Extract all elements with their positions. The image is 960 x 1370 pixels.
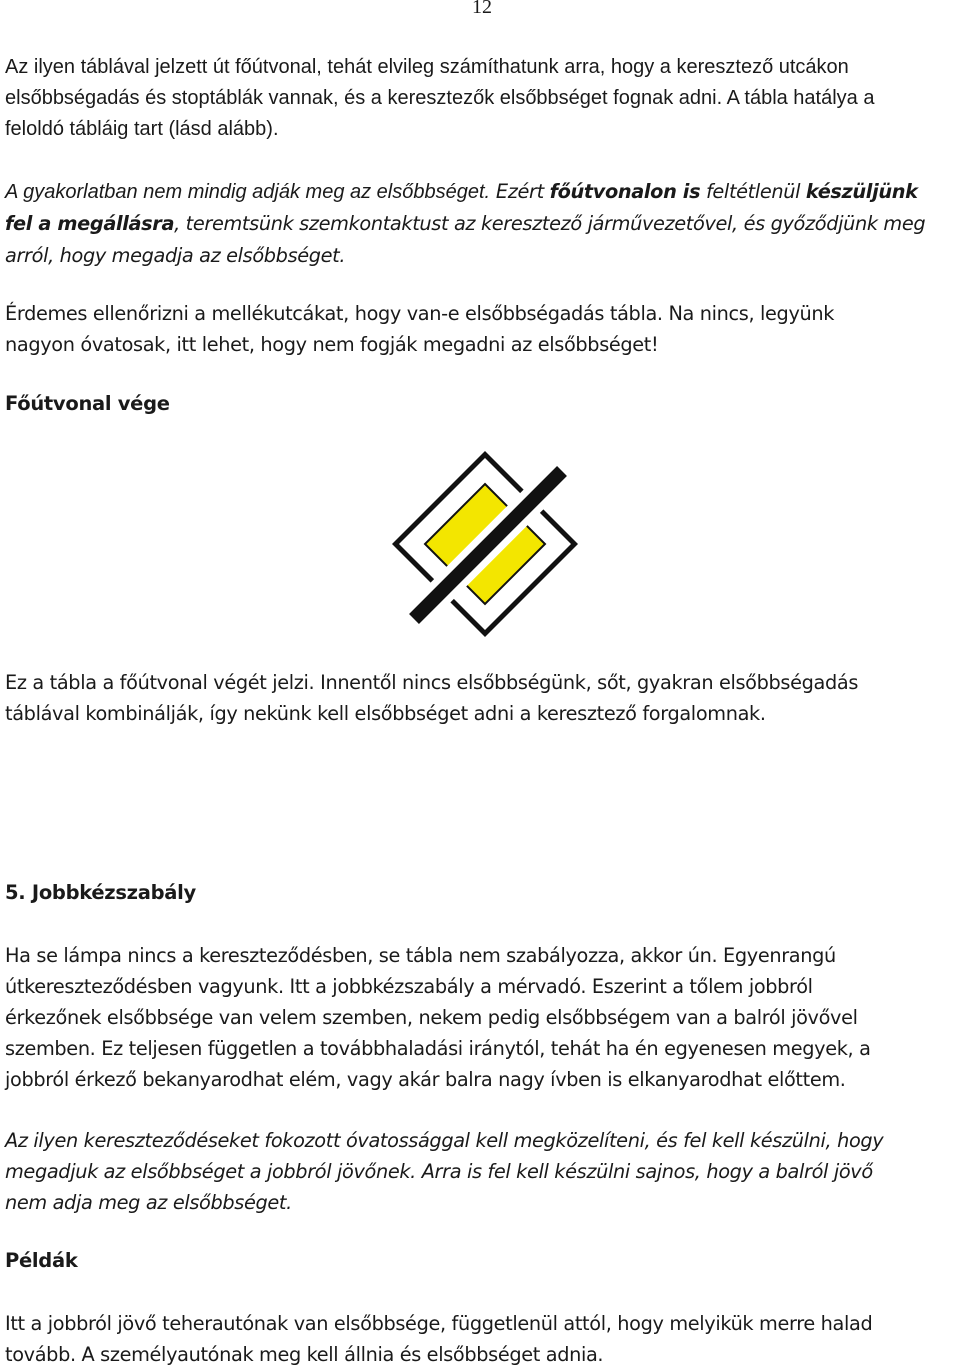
paragraph-line: Itt a jobbról jövő teherautónak van elsőbbsége, függetlenül attól, hogy melyikük merre halad — [5, 1312, 873, 1335]
caution-paragraph — [5, 1125, 955, 1218]
end-of-priority-road-sign — [390, 449, 580, 639]
paragraph-line: nagyon óvatosak, itt lehet, hogy nem fogják megadni az elsőbbséget! — [5, 333, 659, 356]
warning-bold-text: készüljünk fel a megállásra — [5, 180, 918, 235]
paragraph-line: táblával kombinálják, így nekünk kell elsőbbséget adni a keresztező forgalomnak. — [5, 702, 766, 725]
section-heading: 5. Jobbkézszabály — [5, 881, 196, 904]
paragraph-line: nem adja meg az elsőbbséget. — [5, 1191, 292, 1214]
paragraph-line: megadjuk az elsőbbséget a jobbról jövőnek. Arra is fel kell készülni sajnos, hogy a balról jövő — [5, 1160, 873, 1183]
paragraph-line: Ez a tábla a főútvonal végét jelzi. Innentől nincs elsőbbségünk, sőt, gyakran elsőbbségadás — [5, 671, 859, 694]
warning-text: Ezért — [490, 180, 550, 203]
section-heading: Példák — [5, 1249, 78, 1272]
right-hand-rule-paragraph — [5, 940, 955, 1095]
paragraph-line: érkezőnek elsőbbsége van velem szemben, nekem pedig elsőbbségem van a balról jövővel — [5, 1006, 858, 1029]
warning-sentence: A gyakorlatban nem mindig adják meg az elsőbbséget. — [5, 181, 491, 203]
intro-paragraph: Az ilyen táblával jelzett út főútvonal, tehát elvileg számíthatunk arra, hogy a keresztező utcákon elsőbbségadás és stoptáblák vannak, és a keresztezők elsőbbséget fognak adni. A tábla hatálya a feloldó tábláig tart (lásd alább). — [5, 56, 875, 140]
warning-bold-text: főútvonalon is — [549, 180, 701, 203]
warning-paragraph — [5, 176, 940, 272]
warning-text: feltétlenül — [700, 180, 806, 203]
paragraph-line: szemben. Ez teljesen független a továbbhaladási iránytól, tehát ha én egyenesen megyek, a — [5, 1037, 871, 1060]
paragraph-line: Ha se lámpa nincs a kereszteződésben, se tábla nem szabályozza, akkor ún. Egyenrangú — [5, 944, 836, 967]
section-heading: Főútvonal vége — [5, 392, 170, 415]
paragraph-line: útkereszteződésben vagyunk. Itt a jobbkézszabály a mérvadó. Eszerint a tőlem jobbról — [5, 975, 813, 998]
page-number: 12 — [472, 0, 492, 18]
end-of-priority-paragraph — [5, 667, 955, 729]
paragraph-line: tovább. A személyautónak meg kell állnia és elsőbbséget adnia. — [5, 1343, 604, 1366]
warning-text: , teremtsünk szemkontaktust az keresztező járművezetővel, és győződjünk meg arról, hogy megadja az elsőbbséget. — [5, 212, 926, 267]
paragraph-line: Érdemes ellenőrizni a mellékutcákat, hogy van-e elsőbbségadás tábla. Na nincs, legyünk — [5, 302, 835, 325]
check-side-streets-paragraph — [5, 298, 955, 360]
paragraph-line: Az ilyen kereszteződéseket fokozott óvatossággal kell megközelíteni, és fel kell készülni, hogy — [5, 1129, 884, 1152]
example-paragraph — [5, 1308, 955, 1370]
paragraph-line: jobbról érkező bekanyarodhat elém, vagy akár balra nagy ívben is elkanyarodhat előttem. — [5, 1068, 846, 1091]
